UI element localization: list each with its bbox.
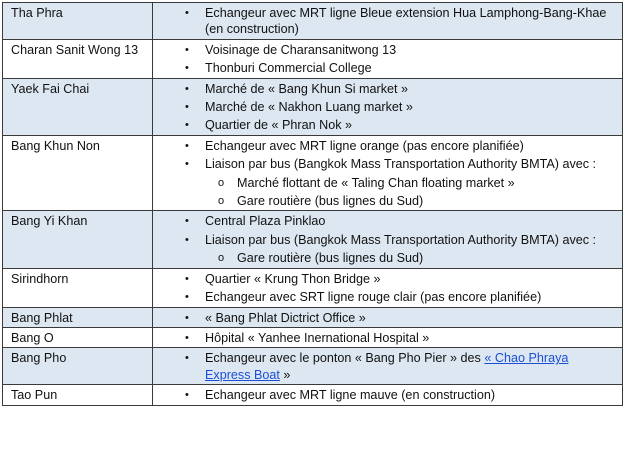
table-row xyxy=(3,327,623,347)
circle-bullet-icon: o xyxy=(218,176,225,189)
bullet-icon: • xyxy=(185,389,189,402)
station-name-cell xyxy=(3,385,153,405)
list-item xyxy=(161,310,616,326)
list-item-text: Marché de « Nakhon Luang market » xyxy=(205,100,413,115)
station-info-cell xyxy=(153,268,623,307)
station-name: Bang Phlat xyxy=(11,310,73,325)
station-name-cell xyxy=(3,135,153,211)
connection-list xyxy=(161,330,616,346)
list-item-text-suffix: » xyxy=(279,367,291,382)
list-item-text: Echangeur avec MRT ligne orange (pas encore planifiée) xyxy=(205,138,524,153)
list-item xyxy=(161,289,616,305)
table-row xyxy=(3,348,623,385)
list-item xyxy=(161,117,616,133)
bullet-icon: • xyxy=(185,233,189,246)
list-item-text: Central Plaza Pinklao xyxy=(205,214,326,229)
bullet-icon: • xyxy=(185,139,189,152)
station-name: Tao Pun xyxy=(11,388,58,403)
station-name-cell xyxy=(3,307,153,327)
list-item-text: Voisinage de Charansanitwong 13 xyxy=(205,42,397,57)
list-item xyxy=(161,387,616,403)
list-item-text: Hôpital « Yanhee Inernational Hospital » xyxy=(205,330,430,345)
station-name-cell xyxy=(3,78,153,135)
table-row xyxy=(3,135,623,211)
bullet-icon: • xyxy=(185,119,189,132)
station-name-cell xyxy=(3,3,153,40)
list-item-text: « Bang Phlat Dictrict Office » xyxy=(205,310,366,325)
list-item xyxy=(161,60,616,76)
sub-list-item-text: Gare routière (bus lignes du Sud) xyxy=(237,194,424,209)
connection-list xyxy=(161,81,616,134)
sub-list-item-text: Gare routière (bus lignes du Sud) xyxy=(237,251,424,266)
circle-bullet-icon: o xyxy=(218,252,225,265)
table-row xyxy=(3,268,623,307)
list-item xyxy=(161,81,616,97)
station-info-cell xyxy=(153,327,623,347)
station-name: Tha Phra xyxy=(11,6,63,20)
bullet-icon: • xyxy=(185,101,189,114)
station-name-cell xyxy=(3,39,153,78)
list-item xyxy=(161,99,616,115)
bullet-icon: • xyxy=(185,62,189,75)
list-item xyxy=(161,330,616,346)
station-name: Bang Pho xyxy=(11,351,67,366)
list-item xyxy=(161,271,616,287)
table-row xyxy=(3,385,623,405)
connection-list xyxy=(161,350,616,383)
list-item-text: Quartier « Krung Thon Bridge » xyxy=(205,271,381,286)
connection-list xyxy=(161,387,616,403)
chao-phraya-express-boat-link[interactable]: « Chao Phraya Express Boat xyxy=(205,351,569,382)
list-item-text: Echangeur avec le ponton « Bang Pho Pier » des xyxy=(205,351,485,366)
station-name: Charan Sanit Wong 13 xyxy=(11,42,139,57)
station-info-cell xyxy=(153,78,623,135)
station-info-cell xyxy=(153,307,623,327)
sub-list-item xyxy=(161,175,616,191)
sub-list-item-text: Marché flottant de « Taling Chan floating market » xyxy=(237,175,515,190)
station-name: Bang Yi Khan xyxy=(11,214,88,229)
list-item xyxy=(161,232,616,267)
bullet-icon: • xyxy=(185,158,189,171)
list-item xyxy=(161,156,616,209)
list-item-text: Echangeur avec SRT ligne rouge clair (pas encore planifiée) xyxy=(205,290,542,305)
station-info-cell xyxy=(153,3,623,40)
station-info-cell xyxy=(153,348,623,385)
bullet-icon: • xyxy=(185,7,189,19)
list-item xyxy=(161,42,616,58)
sub-list-item xyxy=(161,193,616,209)
stations-table-body xyxy=(3,3,623,406)
station-info-cell xyxy=(153,211,623,268)
station-info-cell xyxy=(153,135,623,211)
sub-list xyxy=(205,250,616,266)
list-item-text: Liaison par bus (Bangkok Mass Transportation Authority BMTA) avec : xyxy=(205,232,597,247)
connection-list xyxy=(161,138,616,210)
list-item xyxy=(161,213,616,229)
connection-list xyxy=(161,42,616,77)
list-item xyxy=(161,138,616,154)
bullet-icon: • xyxy=(185,272,189,285)
bullet-icon: • xyxy=(185,82,189,95)
list-item xyxy=(161,350,616,383)
station-name: Yaek Fai Chai xyxy=(11,81,90,96)
table-row xyxy=(3,78,623,135)
station-name-cell xyxy=(3,348,153,385)
list-item-text: Quartier de « Phran Nok » xyxy=(205,118,353,133)
sub-list xyxy=(205,175,616,210)
bullet-icon: • xyxy=(185,352,189,365)
station-name: Bang Khun Non xyxy=(11,138,100,153)
list-item-text: Echangeur avec MRT ligne mauve (en construction) xyxy=(205,388,496,403)
table-row xyxy=(3,307,623,327)
station-name: Bang O xyxy=(11,330,54,345)
station-name-cell xyxy=(3,327,153,347)
bullet-icon: • xyxy=(185,43,189,56)
station-info-cell xyxy=(153,385,623,405)
station-info-cell xyxy=(153,39,623,78)
table-row xyxy=(3,39,623,78)
bullet-icon: • xyxy=(185,291,189,304)
connection-list xyxy=(161,213,616,266)
table-row xyxy=(3,211,623,268)
sub-list-item xyxy=(161,250,616,266)
circle-bullet-icon: o xyxy=(218,195,225,208)
list-item-text: Marché de « Bang Khun Si market » xyxy=(205,81,409,96)
list-item-text: Echangeur avec MRT ligne Bleue extension Hua Lamphong-Bang-Khae (en construction) xyxy=(205,6,607,37)
connection-list xyxy=(161,5,616,38)
station-name: Sirindhorn xyxy=(11,271,69,286)
bullet-icon: • xyxy=(185,215,189,228)
station-name-cell xyxy=(3,211,153,268)
bullet-icon: • xyxy=(185,311,189,324)
list-item-text: Thonburi Commercial College xyxy=(205,61,372,76)
table-row xyxy=(3,3,623,40)
connection-list xyxy=(161,271,616,306)
list-item-text: Liaison par bus (Bangkok Mass Transportation Authority BMTA) avec : xyxy=(205,157,597,172)
station-name-cell xyxy=(3,268,153,307)
stations-table xyxy=(2,2,623,406)
list-item xyxy=(161,5,616,38)
bullet-icon: • xyxy=(185,331,189,344)
connection-list xyxy=(161,310,616,326)
